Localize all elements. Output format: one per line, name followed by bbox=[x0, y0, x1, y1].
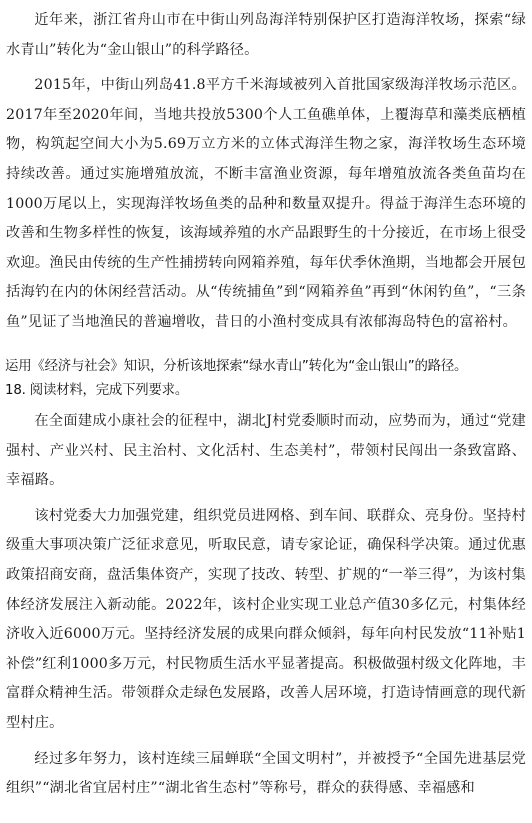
material-block-q17 bbox=[6, 6, 526, 338]
material-paragraph: 2015年，中街山列岛41.8平方千米海域被列入首批国家级海洋牧场示范区。2017年至2020年间，当地共投放5300个人工鱼礁单体，上覆海草和藻类底栖植物，构筑起空间大小为5.69万立方米的立体式海洋生物之家，海洋牧场生态环境持续改善。通过实施增殖放流，不断丰富渔业资源，每年增殖放流各类鱼苗均在1000万尾以上，实现海洋牧场鱼类的品种和数量双提升。得益于海洋生态环境的改善和生物多样性的恢复，该海域养殖的水产品跟野生的十分接近，在市场上很受欢迎。渔民由传统的生产性捕捞转向网箱养殖，每年伏季休渔期，当地都会开展包括海钓在内的休闲经营活动。从“传统捕鱼”到“网箱养鱼”再到“休闲钓鱼”，“三条鱼”见证了当地渔民的普遍增收，昔日的小渔村变成具有浓郁海岛特色的富裕村。 bbox=[6, 77, 526, 330]
material-paragraph: 近年来，浙江省舟山市在中街山列岛海洋特别保护区打造海洋牧场，探索“绿水青山”转化为“金山银山”的科学路径。 bbox=[6, 12, 526, 58]
material-paragraph: 该村党委大力加强党建，组织党员进网格、到车间、联群众、亮身份。坚持村级重大事项决策广泛征求意见，听取民意，请专家论证，确保科学决策。通过优惠政策招商安商，盘活集体资产，实现了技改、转型、扩规的“一举三得”，为该村集体经济发展注入新动能。2022年，该村企业实现工业总产值30多亿元，村集体经济收入近6000万元。坚持经济发展的成果向群众倾斜，每年向村民发放“11补贴1补偿”红利1000多万元，村民物质生活水平显著提高。积极做强村级文化阵地，丰富群众精神生活。带领群众走绿色发展路，改善人居环境，打造诗情画意的现代新型村庄。 bbox=[6, 507, 526, 731]
question-18-header: 18. 阅读材料，完成下列要求。 bbox=[5, 383, 189, 398]
question-17-prompt: 运用《经济与社会》知识，分析该地探索“绿水青山”转化为“金山银山”的路径。 bbox=[5, 359, 468, 374]
material-block-q18 bbox=[6, 407, 526, 804]
material-paragraph: 经过多年努力，该村连续三届蝉联“全国文明村”，并被授予“全国先进基层党组织”“湖北省宜居村庄”“湖北省生态村”等称号，群众的获得感、幸福感和 bbox=[6, 750, 526, 797]
material-paragraph: 在全面建成小康社会的征程中，湖北J村党委顺时而动，应势而为，通过“党建强村、产业兴村、民主治村、文化活村、生态美村”，带领村民闯出一条致富路、幸福路。 bbox=[6, 413, 526, 489]
